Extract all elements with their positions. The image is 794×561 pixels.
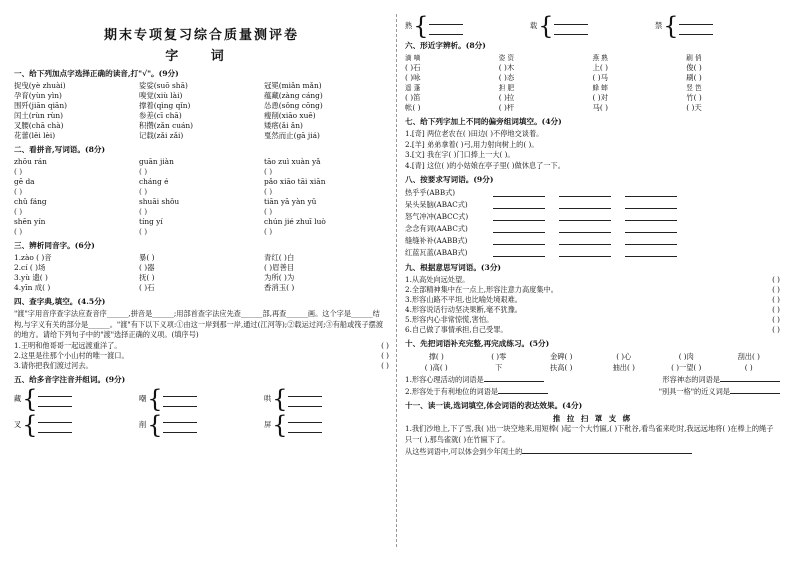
section-5-chars <box>14 384 389 439</box>
pinyin-choice-item: 参差(cī chā) <box>139 111 182 120</box>
idiom-cell: 下 <box>495 363 503 372</box>
dictionary-question <box>14 341 389 351</box>
idiom-cell: 撑( ) <box>428 352 444 361</box>
page-divider <box>396 14 397 547</box>
pinyin-text: tāo zuì xuàn yǎ <box>264 157 321 166</box>
answer-line <box>163 416 197 423</box>
similar-char-fill: 俊( ) <box>686 63 702 72</box>
answer-parentheses: ( ) <box>264 187 273 196</box>
radical-question: 4.[青] 这位( )的小姑娘在亭子里( )做休息了一下。 <box>405 160 565 170</box>
idiom-cell: ( )肉 <box>678 352 694 361</box>
pattern-label: 红蓝瓦蓝(ABAB式) <box>405 248 468 257</box>
pinyin-cell <box>139 177 264 197</box>
answer-line <box>559 235 611 245</box>
section-10-question-1: 1.形容心理活动的词语是 形容神态的词语是 <box>405 373 780 385</box>
section-1-heading: 一、给下列加点字选择正确的读音,打"√"。(9分) <box>14 69 179 78</box>
similar-char-pair: 遥 蓬 <box>405 84 421 92</box>
similar-char-fill-row <box>405 93 780 103</box>
radical-question: 3.[文] 我在字( )门口捧上一大( )。 <box>405 150 515 159</box>
answer-line <box>493 235 545 245</box>
answer-lines <box>288 390 322 407</box>
answer-parentheses: ( ) <box>14 227 23 236</box>
answer-parentheses: ( ) <box>772 285 780 294</box>
polyphone-item <box>14 410 127 439</box>
question-text: 6.自己做了事情承担,自己受罪。 <box>405 325 508 334</box>
answer-line <box>493 211 545 221</box>
char: 屏 <box>264 419 272 429</box>
pinyin-cell <box>139 157 264 177</box>
answer-parentheses: ( ) <box>772 275 780 284</box>
answer-line <box>493 247 545 257</box>
pinyin-choice-row <box>14 121 389 131</box>
homophone-item: 暴( ) <box>139 253 155 262</box>
answer-line <box>679 18 713 25</box>
answer-line <box>38 400 72 407</box>
homophone-item: 2.cí ( )场 <box>14 263 46 272</box>
similar-char-fill: ( )杆 <box>498 103 515 112</box>
homophone-row <box>14 283 389 293</box>
answer-line <box>493 223 545 233</box>
pinyin-text: tiān yā yàn yǔ <box>264 197 317 206</box>
section-11-heading: 十一、读一读,选词填空,体会词语的表达效果。(4分) <box>405 401 583 410</box>
similar-char-pair: 蜂 蟀 <box>592 84 608 92</box>
answer-lines <box>163 390 197 407</box>
homophone-item: 香消玉( ) <box>264 283 295 292</box>
char: 削 <box>139 419 147 429</box>
answer-lines <box>679 18 713 35</box>
answer-line <box>38 416 72 423</box>
similar-char-pair: 竖 笆 <box>686 84 702 92</box>
pinyin-choice-item: 娑娑(suō shā) <box>139 81 188 90</box>
brace-icon: { <box>663 12 679 40</box>
pinyin-cell <box>14 217 139 237</box>
homophone-item: 3.yù 遗( ) <box>14 273 48 282</box>
idiom-cell: ( )一望( ) <box>671 363 702 372</box>
pinyin-text: pǎo xiāo tāi xiān <box>264 177 326 186</box>
pinyin-choice-item: 叉腰(chā chà) <box>14 121 64 130</box>
section-4-heading: 四、查字典,填空。(4.5分) <box>14 297 106 306</box>
pinyin-cell <box>14 157 139 177</box>
answer-parentheses: ( ) <box>772 325 780 334</box>
similar-char-pairs-row <box>405 83 780 93</box>
answer-line <box>559 247 611 257</box>
similar-char-fill: ( )拉 <box>498 93 515 102</box>
section-2-rows <box>14 157 389 237</box>
homophone-item: 青红( )白 <box>264 253 295 262</box>
polyphone-item <box>264 384 377 413</box>
brace-icon: { <box>147 384 163 413</box>
section-8-heading: 八、按要求写词语。(9分) <box>405 175 494 184</box>
right-page <box>405 10 780 551</box>
brace-icon: { <box>147 410 163 439</box>
question-text: 4.形容说话行动坚决果断,毫不犹豫。 <box>405 305 522 314</box>
radical-question: 2.[羊] 弟弟拿着( )弓,用力射向树上的( )。 <box>405 139 539 149</box>
char: 藏 <box>14 393 22 403</box>
answer-parentheses: ( ) <box>139 167 148 176</box>
similar-char-fill: ( )马 <box>592 73 609 82</box>
pinyin-choice-item: 捉曳(yè zhuài) <box>14 81 66 90</box>
pinyin-cell <box>264 177 389 197</box>
section-6-grid <box>405 53 780 113</box>
pinyin-choice-item: 蕴藏(zàng cáng) <box>264 91 323 100</box>
answer-line <box>559 199 611 209</box>
answer-lines <box>429 18 463 35</box>
char: 熟 <box>405 21 413 30</box>
homophone-item: ( )器 <box>139 263 155 272</box>
pinyin-row <box>14 197 389 217</box>
pinyin-cell <box>264 157 389 177</box>
pattern-word-row <box>405 247 780 259</box>
answer-lines <box>38 390 72 407</box>
answer-line <box>559 187 611 197</box>
pinyin-choice-row <box>14 131 389 141</box>
pinyin-choice-item: 矮瘩(ǎi ǎn) <box>264 121 303 130</box>
section-8-items <box>405 187 780 259</box>
answer-line <box>625 187 677 197</box>
char: 嘲 <box>139 393 147 403</box>
pattern-label: 呆头呆脑(ABAC式) <box>405 200 468 209</box>
polyphone-item <box>139 410 252 439</box>
brace-icon: { <box>22 384 38 413</box>
brace-icon: { <box>538 12 554 40</box>
question-text: 3.请你把我们渡过河去。 <box>14 360 93 370</box>
answer-lines <box>163 416 197 433</box>
homophone-item: ( )眉善目 <box>264 263 295 272</box>
pinyin-text: guān jiàn <box>139 157 174 166</box>
pinyin-cell <box>264 217 389 237</box>
pinyin-choice-item: 怂恿(sǒng cōng) <box>264 101 323 110</box>
similar-char-fill: ( )笛 <box>405 93 421 102</box>
pinyin-text: cháng é <box>139 177 169 186</box>
answer-line <box>493 187 545 197</box>
answer-line <box>288 400 322 407</box>
pattern-word-row <box>405 199 780 211</box>
pinyin-choice-item: 孕育(yùn yìn) <box>14 91 62 100</box>
pattern-word-row <box>405 235 780 247</box>
answer-parentheses: ( ) <box>381 340 389 350</box>
answer-line <box>554 28 588 35</box>
answer-line <box>429 18 463 25</box>
homophone-item: 抚( ) <box>139 273 155 282</box>
answer-parentheses: ( ) <box>772 315 780 324</box>
page-subtitle: 字 词 <box>165 49 238 64</box>
homophone-row <box>14 273 389 283</box>
similar-char-fill: 帐( ) <box>405 103 421 112</box>
similar-char-pairs-row <box>405 53 780 63</box>
answer-lines <box>38 416 72 433</box>
similar-char-fill: ( )咏 <box>405 73 421 82</box>
answer-parentheses: ( ) <box>14 187 23 196</box>
pinyin-choice-item: 瘦削(xiāo xuē) <box>264 111 316 120</box>
answer-lines <box>288 416 322 433</box>
page-title: 期末专项复习综合质量测评卷 <box>103 28 299 43</box>
similar-char-fill: ( )态 <box>498 73 515 82</box>
similar-char-fill: 竹( ) <box>686 93 702 102</box>
pinyin-text: shuāi shǒu <box>139 197 180 206</box>
answer-line <box>625 223 677 233</box>
idiom-cell: ( )心 <box>616 352 632 361</box>
answer-lines <box>554 18 588 35</box>
meaning-question <box>405 315 780 325</box>
question-text: 1.从高处向远处望。 <box>405 275 470 284</box>
section-11-paragraph: 1.我们沙地上,下了雪,我( )出一块空地来,用短棒( )起一个大竹匾,( )下秕谷,看鸟雀来吃时,我远远地将( )在棒上的绳子只一( ),那鸟雀就( )在竹匾下了。 <box>405 424 774 444</box>
answer-parentheses: ( ) <box>14 167 23 176</box>
question-text: 2.这里是往那个小山村的唯一渡口。 <box>14 350 129 360</box>
section-3-rows <box>14 253 389 293</box>
pattern-word-row <box>405 211 780 223</box>
brace-icon: { <box>413 12 429 40</box>
section-5-continued <box>405 12 780 40</box>
section-7-heading: 七、给下列字加上不同的偏旁组词填空。(4分) <box>405 117 562 126</box>
pinyin-choice-item: 积攒(zǎn cuán) <box>139 121 194 130</box>
answer-line <box>559 211 611 221</box>
section-6-heading: 六、形近字辨析。(8分) <box>405 41 486 50</box>
pattern-label: 念念有词(AABC式) <box>405 224 468 233</box>
dictionary-question <box>14 361 389 371</box>
pattern-label: 热乎乎(ABB式) <box>405 188 456 197</box>
question-text: 1.王明和他哥哥一起远渡重洋了。 <box>14 340 122 350</box>
answer-line <box>429 28 463 35</box>
pinyin-text: tíng yí <box>139 217 163 226</box>
question-text: 5.形容内心非常惊慌,害怕。 <box>405 315 494 324</box>
pinyin-text: zhōu rán <box>14 157 47 166</box>
section-11-question: 从这些词语中,可以体会到少年闰土的 <box>405 445 780 458</box>
homophone-item: 4.yīn 成( ) <box>14 283 51 292</box>
idiom-cell: 金碑( ) <box>550 352 573 361</box>
similar-char-fill-row <box>405 103 780 113</box>
answer-line <box>625 211 677 221</box>
answer-line <box>163 426 197 433</box>
pinyin-choice-item: 嗅觉(xiù lài) <box>139 91 183 100</box>
pinyin-cell <box>14 177 139 197</box>
homophone-item: 1.zào ( )音 <box>14 253 52 262</box>
answer-parentheses: ( ) <box>772 305 780 314</box>
char: 哄 <box>264 393 272 403</box>
pinyin-row <box>14 217 389 237</box>
char: 载 <box>530 21 538 30</box>
answer-parentheses: ( ) <box>264 167 273 176</box>
answer-line <box>554 18 588 25</box>
idiom-cell: 扶高( ) <box>550 363 573 372</box>
answer-line <box>288 390 322 397</box>
pinyin-cell <box>139 217 264 237</box>
polyphone-item <box>139 384 252 413</box>
section-9-heading: 九、根据意思写词语。(3分) <box>405 263 501 272</box>
pinyin-text: shēn yín <box>14 217 46 226</box>
answer-line <box>163 400 197 407</box>
pinyin-choice-row <box>14 111 389 121</box>
section-2-heading: 二、看拼音,写词语。(8分) <box>14 145 106 154</box>
section-7-items <box>405 129 780 171</box>
section-3-heading: 三、辨析同音字。(6分) <box>14 241 95 250</box>
answer-parentheses: ( ) <box>381 360 389 370</box>
similar-char-pair: 燕 熟 <box>592 54 608 62</box>
answer-parentheses: ( ) <box>264 227 273 236</box>
homophone-row <box>14 253 389 263</box>
brace-icon: { <box>272 410 288 439</box>
pinyin-choice-item: 围歼(jiān qiān) <box>14 101 67 110</box>
answer-parentheses: ( ) <box>14 207 23 216</box>
section-10-question-2: 2.形容处于有利地位的词语是 "别具一格"的近义词是 <box>405 385 780 397</box>
similar-char-fill: ( )木 <box>498 63 515 72</box>
answer-line <box>559 223 611 233</box>
answer-line <box>288 416 322 423</box>
pinyin-choice-item: 冠冕(miǎn mǎn) <box>264 81 322 90</box>
answer-line <box>288 426 322 433</box>
homophone-item: ( )石 <box>139 283 155 292</box>
idiom-cell: 刮出( ) <box>737 352 760 361</box>
polyphone-item <box>14 384 127 413</box>
similar-char-pair: 姿 资 <box>498 54 515 62</box>
section-10-heading: 十、先把词语补充完整,再完成练习。(5分) <box>405 339 550 348</box>
homophone-item: 为所( )为 <box>264 273 295 282</box>
question-text: 3.形容山路不平坦,也比喻处境艰难。 <box>405 295 522 304</box>
meaning-question <box>405 295 780 305</box>
section-4-paragraph: "渡"字用音序查字法应查音序______,拼音是______;用部首查字法应先查______部,再查______画。这个字是______结构,与字义有关的部分是______。"渡"有下以下义项:①由这一岸到那一岸,通过(江河等);②载运过河;③有船或筏子摆渡的地方。请给下列句子中的"渡"选择正确的义项。(填序号) <box>14 309 384 339</box>
pinyin-cell <box>139 197 264 217</box>
dictionary-question <box>14 351 389 361</box>
similar-char-fill: ( )石 <box>405 63 421 72</box>
pinyin-row <box>14 177 389 197</box>
pattern-word-row <box>405 223 780 235</box>
section-11-word-bank: 推 拉 扫 罩 支 绑 <box>552 414 633 423</box>
meaning-question <box>405 275 780 285</box>
section-4-items <box>14 341 389 371</box>
pinyin-choice-row <box>14 91 389 101</box>
idiom-cell: ( ) <box>744 363 753 372</box>
polyphone-item <box>264 410 377 439</box>
radical-question: 1.[奇] 两位老农在( )田边( )不停地交谈着。 <box>405 129 544 138</box>
pinyin-text: chún jié zhuī luò <box>264 217 326 226</box>
pinyin-choice-item: 记载(zǎi zǎi) <box>139 131 184 140</box>
answer-line <box>38 426 72 433</box>
answer-line <box>679 28 713 35</box>
question-text: 2.全部精神集中在一点上,形容注意力高度集中。 <box>405 285 558 294</box>
char: 禁 <box>655 21 663 30</box>
section-1-rows <box>14 81 389 141</box>
similar-char-pair: 滴 嘀 <box>405 54 421 62</box>
pinyin-text: chǔ fáng <box>14 197 47 206</box>
similar-char-pair: 担 肥 <box>498 84 515 92</box>
similar-char-fill-row <box>405 63 780 73</box>
section-5-heading: 五、给多音字注音并组词。(9分) <box>14 374 126 384</box>
meaning-question <box>405 305 780 315</box>
answer-parentheses: ( ) <box>139 187 148 196</box>
idiom-cell: 抽出( ) <box>612 363 635 372</box>
answer-line <box>625 247 677 257</box>
pinyin-choice-item: 花蕾(lěi lèi) <box>14 131 56 140</box>
similar-char-fill: ( )天 <box>686 103 702 112</box>
answer-line <box>163 390 197 397</box>
pinyin-cell <box>14 197 139 217</box>
homophone-row <box>14 263 389 273</box>
pinyin-choice-item: 闰土(rùn rùn) <box>14 111 64 120</box>
meaning-question <box>405 325 780 335</box>
idiom-cell: ( )零 <box>491 352 507 361</box>
polyphone-item <box>405 12 518 40</box>
similar-char-fill: ( )对 <box>592 93 609 102</box>
meaning-question <box>405 285 780 295</box>
polyphone-item <box>530 12 643 40</box>
pinyin-text: gē da <box>14 177 35 186</box>
pinyin-choice-item: 戛然而止(gā jiá) <box>264 131 320 140</box>
left-page <box>14 10 389 551</box>
similar-char-fill: 马( ) <box>592 103 609 112</box>
answer-parentheses: ( ) <box>139 207 148 216</box>
pinyin-choice-row <box>14 101 389 111</box>
similar-char-fill: 上( ) <box>592 63 609 72</box>
pattern-label: 缝缝补补(AABB式) <box>405 236 468 245</box>
polyphone-item <box>655 12 768 40</box>
char: 叉 <box>14 419 22 429</box>
section-10-grid <box>405 351 780 373</box>
answer-parentheses: ( ) <box>772 295 780 304</box>
pinyin-choice-row <box>14 81 389 91</box>
brace-icon: { <box>22 410 38 439</box>
answer-parentheses: ( ) <box>264 207 273 216</box>
section-9-items <box>405 275 780 335</box>
pinyin-cell <box>264 197 389 217</box>
similar-char-fill-row <box>405 73 780 83</box>
answer-line <box>38 390 72 397</box>
answer-line <box>625 199 677 209</box>
answer-line <box>493 199 545 209</box>
similar-char-fill: 刷( ) <box>686 73 702 82</box>
idiom-cell: ( )高( ) <box>424 363 448 372</box>
pinyin-row <box>14 157 389 177</box>
similar-char-pair: 刷 俏 <box>686 54 702 62</box>
pattern-word-row <box>405 187 780 199</box>
brace-icon: { <box>272 384 288 413</box>
pinyin-choice-item: 撑着(qìng qǐn) <box>139 101 191 110</box>
answer-line <box>625 235 677 245</box>
pattern-label: 怒气冲冲(ABCC式) <box>405 212 469 221</box>
answer-parentheses: ( ) <box>139 227 148 236</box>
answer-parentheses: ( ) <box>381 350 389 360</box>
